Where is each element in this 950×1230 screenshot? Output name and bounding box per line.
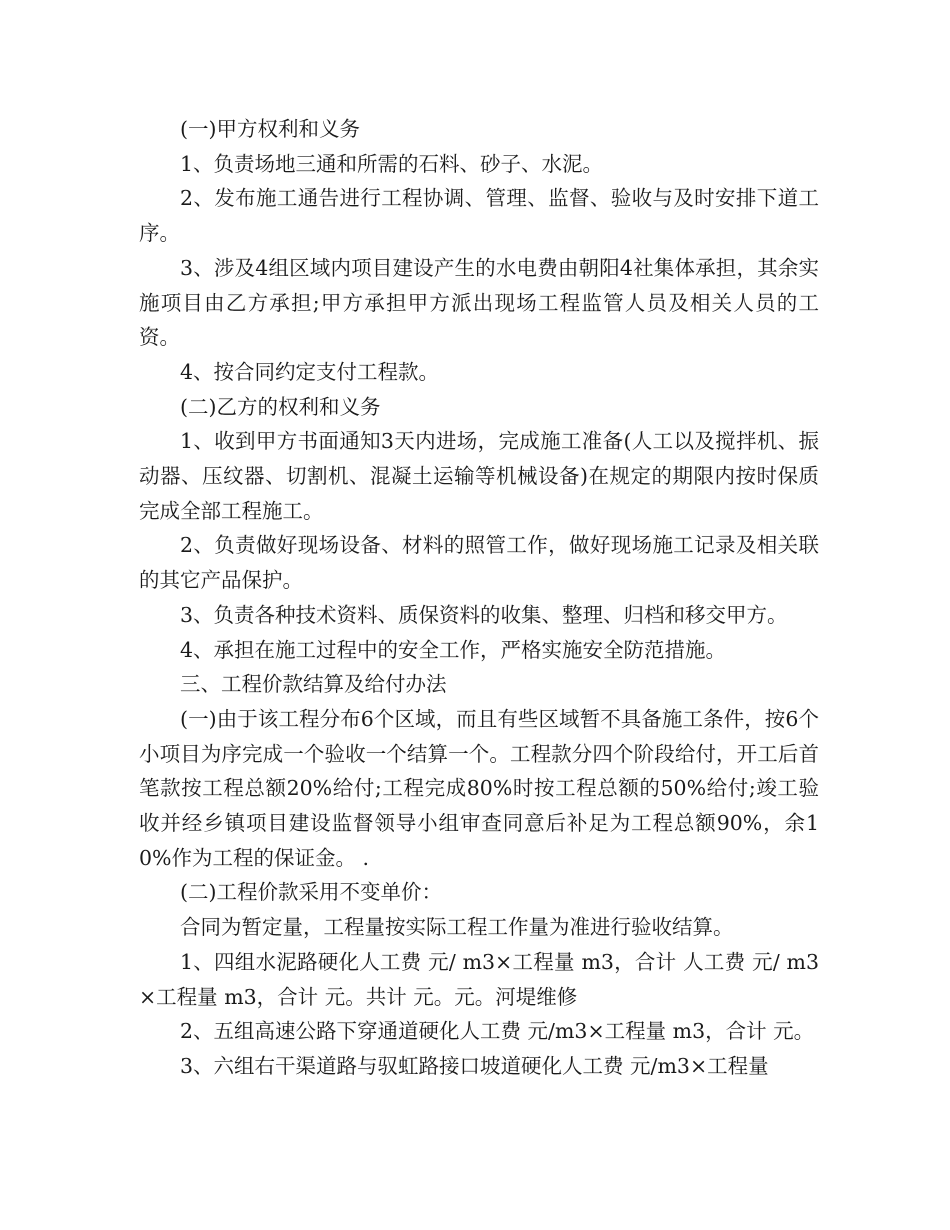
party-a-item-2: 2、发布施工通告进行工程协调、管理、监督、验收与及时安排下道工序。 [139, 186, 819, 246]
payment-clause-2-note: 合同为暂定量，工程量按实际工程工作量为准进行验收结算。 [180, 915, 734, 940]
party-b-item-3: 3、负责各种技术资料、质保资料的收集、整理、归档和移交甲方。 [180, 602, 788, 627]
party-b-item-2: 2、负责做好现场设备、材料的照管工作，做好现场施工记录及相关联的其它产品保护。 [139, 533, 819, 593]
party-a-item-4: 4、按合同约定支付工程款。 [180, 359, 440, 384]
payment-clause-1: (一)由于该工程分布6个区域，而且有些区域暂不具备施工条件，按6个小项目为序完成一个验收一个结算一个。工程款分四个阶段给付，开工后首笔款按工程总额20%给付;工程完成80%时按工程总额的50%给付;竣工验收并经乡镇项目建设监督领导小组审查同意后补足为工程总额90%，余10%作为工程的保证金。 . [139, 706, 819, 870]
party-b-item-4: 4、承担在施工过程中的安全工作，严格实施安全防范措施。 [180, 637, 727, 662]
price-item-2: 2、五组高速公路下穿通道硬化人工费 元/m3×工程量 m3，合计 元。 [180, 1019, 815, 1044]
section-heading-party-b: (二)乙方的权利和义务 [180, 394, 381, 419]
payment-clause-2-heading: (二)工程价款采用不变单价： [180, 880, 442, 905]
price-item-3: 3、六组右干渠道路与驭虹路接口坡道硬化人工费 元/m3×工程量 [180, 1053, 769, 1078]
section-heading-payment: 三、工程价款结算及给付办法 [180, 672, 447, 697]
document-body [139, 112, 819, 1084]
section-heading-party-a: (一)甲方权利和义务 [180, 117, 360, 141]
party-a-item-1: 1、负责场地三通和所需的石料、砂子、水泥。 [180, 151, 604, 176]
party-a-item-3: 3、涉及4组区域内项目建设产生的水电费由朝阳4社集体承担，其余实施项目由乙方承担;甲方承担甲方派出现场工程监管人员及相关人员的工资。 [139, 255, 819, 350]
price-item-1: 1、四组水泥路硬化人工费 元/ m3×工程量 m3，合计 人工费 元/ m3×工程量 m3，合计 元。共计 元。元。河堤维修 [139, 949, 819, 1009]
party-b-item-1: 1、收到甲方书面通知3天内进场，完成施工准备(人工以及搅拌机、振动器、压纹器、切割机、混凝土运输等机械设备)在规定的期限内按时保质完成全部工程施工。 [139, 429, 819, 523]
